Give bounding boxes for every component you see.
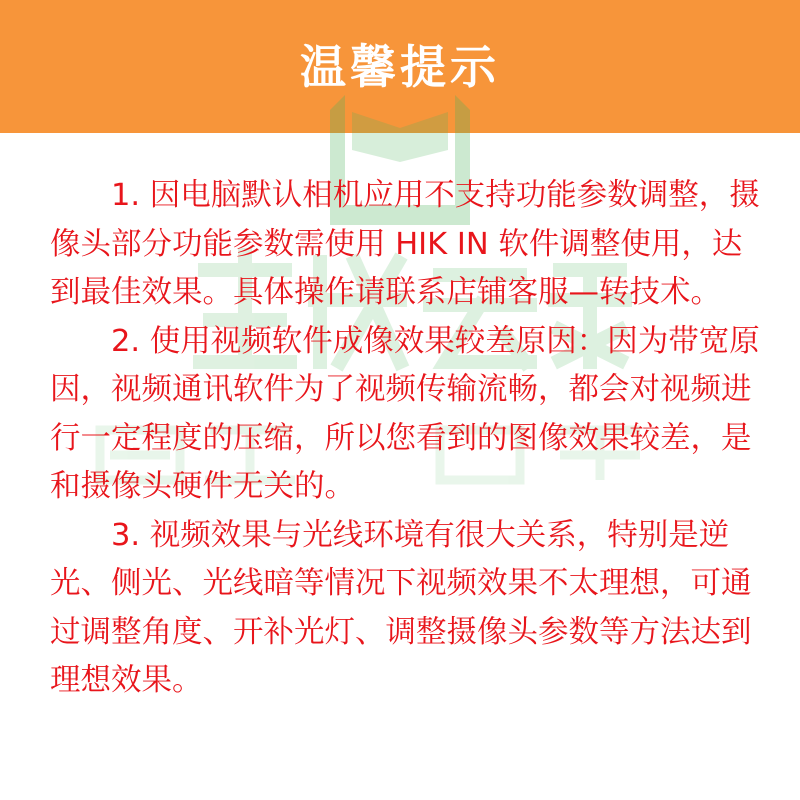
header-banner bbox=[0, 0, 800, 133]
page-title: 温馨提示 bbox=[300, 39, 500, 94]
notice-paragraph-2: 2. 使用视频软件成像效果较差原因：因为带宽原因，视频通讯软件为了视频传输流畅，都会对视频进行一定程度的压缩，所以您看到的图像效果较差，是和摄像头硬件无关的。 bbox=[50, 323, 760, 504]
notice-paragraph-1: 1. 因电脑默认相机应用不支持功能参数调整，摄像头部分功能参数需使用 HIK IN 软件调整使用，达到最佳效果。具体操作请联系店铺客服—转技术。 bbox=[50, 178, 760, 310]
notice-paragraph-3: 3. 视频效果与光线环境有很大关系，特别是逆光、侧光、光线暗等情况下视频效果不太理想，可通过调整角度、开补光灯、调整摄像头参数等方法达到理想效果。 bbox=[50, 517, 752, 698]
notice-body bbox=[50, 172, 770, 706]
